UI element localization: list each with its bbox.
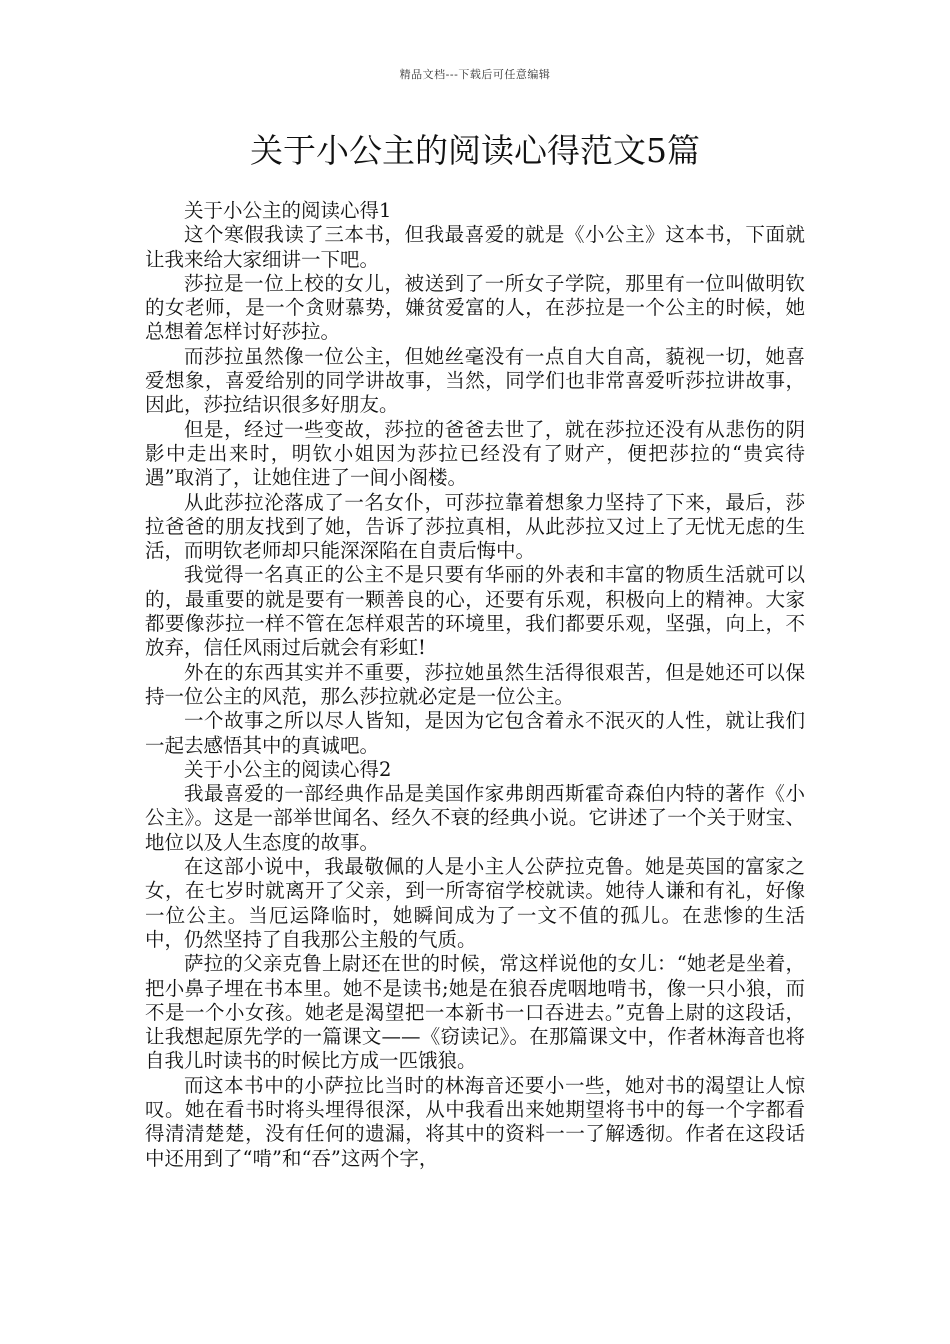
paragraph: 从此莎拉沦落成了一名女仆，可莎拉靠着想象力坚持了下来，最后，莎拉爸爸的朋友找到了她，告诉了莎拉真相，从此莎拉又过上了无忧无虑的生活，而明钦老师却只能深深陷在自责后悔中。 [145, 490, 805, 563]
paragraph: 外在的东西其实并不重要，莎拉她虽然生活得很艰苦，但是她还可以保持一位公主的风范，那么莎拉就必定是一位公主。 [145, 660, 805, 708]
section-heading-2: 关于小公主的阅读心得2 [184, 757, 392, 781]
paragraph: 萨拉的父亲克鲁上尉还在世的时候，常这样说他的女儿：“她老是坐着，把小鼻子埋在书本里。她不是读书;她是在狼吞虎咽地啃书，像一只小狼，而不是一个小女孩。她老是渴望把一本新书一口吞进去。”克鲁上尉的这段话，让我想起原先学的一篇课文——《窃读记》。在那篇课文中，作者林海音也将自我儿时读书的时候比方成一匹饿狼。 [145, 952, 805, 1073]
paragraph: 我觉得一名真正的公主不是只要有华丽的外表和丰富的物质生活就可以的，最重要的就是要有一颗善良的心，还要有乐观，积极向上的精神。大家都要像莎拉一样不管在怎样艰苦的环境里，我们都要乐观，坚强，向上，不放弃，信任风雨过后就会有彩虹! [145, 563, 805, 660]
paragraph: 而这本书中的小萨拉比当时的林海音还要小一些，她对书的渴望让人惊叹。她在看书时将头埋得很深，从中我看出来她期望将书中的每一个字都看得清清楚楚，没有任何的遗漏，将其中的资料一一了解透彻。作者在这段话中还用到了“啃”和“吞”这两个字， [145, 1073, 805, 1170]
section-heading-1: 关于小公主的阅读心得1 [184, 199, 392, 222]
paragraph: 在这部小说中，我最敬佩的人是小主人公萨拉克鲁。她是英国的富家之女，在七岁时就离开了父亲，到一所寄宿学校就读。她待人谦和有礼，好像一位公主。当厄运降临时，她瞬间成为了一文不值的孤儿。在悲惨的生活中，仍然坚持了自我那公主般的气质。 [145, 855, 805, 951]
paragraph: 一个故事之所以尽人皆知，是因为它包含着永不泯灭的人性，就让我们一起去感悟其中的真诚吧。 [145, 709, 805, 757]
paragraph: 这个寒假我读了三本书，但我最喜爱的就是《小公主》这本书，下面就让我来给大家细讲一下吧。 [145, 223, 805, 271]
paragraph: 但是，经过一些变故，莎拉的爸爸去世了，就在莎拉还没有从悲伤的阴影中走出来时，明钦小姐因为莎拉已经没有了财产，便把莎拉的“贵宾待遇”取消了，让她住进了一间小阁楼。 [145, 417, 805, 490]
document-title: 关于小公主的阅读心得范文5篇 [250, 131, 700, 170]
paragraph: 而莎拉虽然像一位公主，但她丝毫没有一点自大自高，藐视一切，她喜爱想象，喜爱给别的同学讲故事，当然，同学们也非常喜爱听莎拉讲故事，因此，莎拉结识很多好朋友。 [145, 344, 805, 417]
paragraph: 我最喜爱的一部经典作品是美国作家弗朗西斯霍奇森伯内特的著作《小公主》。这是一部举世闻名、经久不衰的经典小说。它讲述了一个关于财宝、地位以及人生态度的故事。 [145, 782, 805, 854]
document-body [145, 199, 805, 1171]
header-note: 精品文档---下载后可任意编辑 [399, 68, 551, 81]
paragraph: 莎拉是一位上校的女儿，被送到了一所女子学院，那里有一位叫做明钦的女老师，是一个贪财慕势，嫌贫爱富的人，在莎拉是一个公主的时候，她总想着怎样讨好莎拉。 [145, 271, 805, 344]
